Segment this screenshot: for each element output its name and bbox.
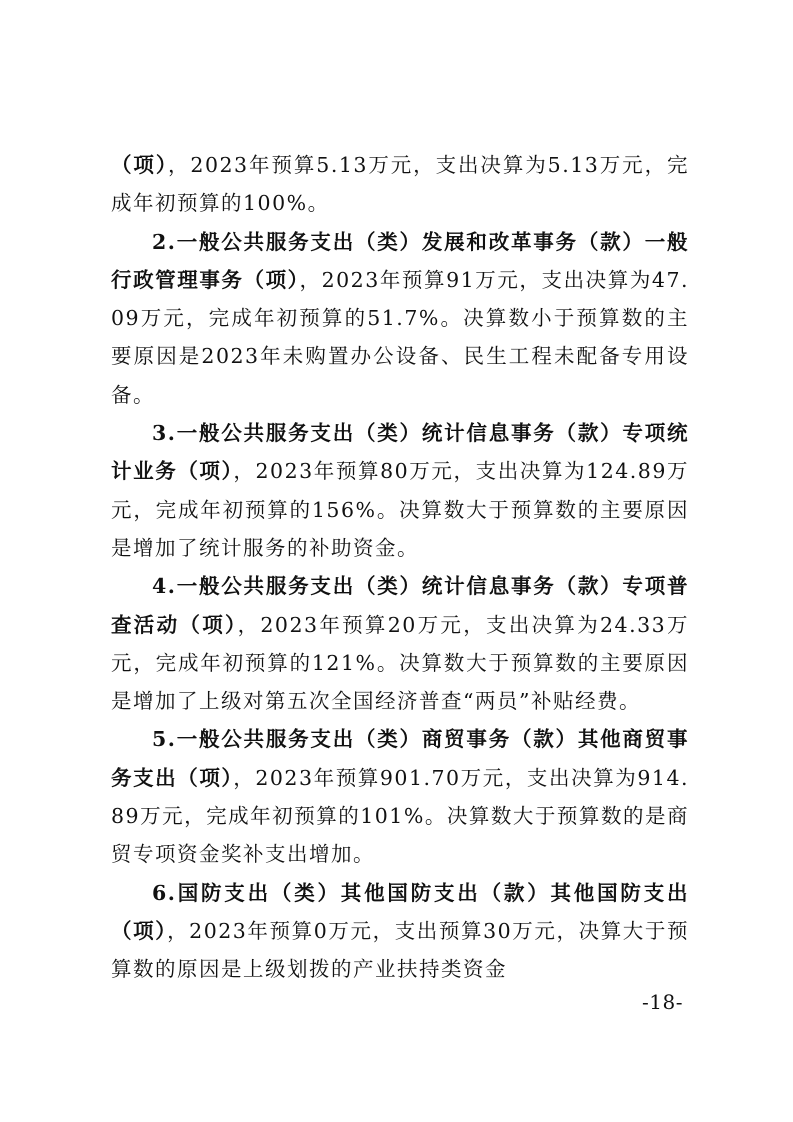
paragraph-6-body: ，2023年预算0万元，支出预算30万元，决算大于预算数的原因是上级划拨的产业扶持类资金 — [111, 918, 689, 982]
paragraph-6-heading: 6.国防支出（类）其他国防支出（款）其他国防支出（项） — [111, 880, 689, 943]
paragraph-2 — [111, 223, 689, 414]
paragraph-3 — [111, 414, 689, 567]
paragraph-3-body: ，2023年预算80万元，支出决算为124.89万元，完成年初预算的156%。决算数大于预算数的主要原因是增加了统计服务的补助资金。 — [111, 459, 689, 560]
page-number: -18- — [642, 990, 683, 1014]
paragraph-4-heading: 4.一般公共服务支出（类）统计信息事务（款）专项普查活动（项） — [111, 574, 689, 637]
paragraph-6 — [111, 874, 689, 989]
page-body — [111, 146, 689, 989]
paragraph-2-heading: 2.一般公共服务支出（类）发展和改革事务（款）一般行政管理事务（项） — [111, 229, 689, 292]
paragraph-4 — [111, 567, 689, 720]
paragraph-1-heading: （项） — [111, 153, 169, 177]
paragraph-1-continuation — [111, 146, 689, 223]
paragraph-5-heading: 5.一般公共服务支出（类）商贸事务（款）其他商贸事务支出（项） — [111, 727, 689, 790]
paragraph-5 — [111, 720, 689, 873]
paragraph-3-heading: 3.一般公共服务支出（类）统计信息事务（款）专项统计业务（项） — [111, 421, 689, 484]
paragraph-1-body: ，2023年预算5.13万元，支出决算为5.13万元，完成年初预算的100%。 — [111, 153, 690, 216]
paragraph-2-body: ，2023年预算91万元，支出决算为47.09万元，完成年初预算的51.7%。决算数小于预算数的主要原因是2023年未购置办公设备、民生工程未配备专用设备。 — [111, 267, 690, 407]
paragraph-4-body: ，2023年预算20万元，支出决算为24.33万元，完成年初预算的121%。决算数大于预算数的主要原因是增加了上级对第五次全国经济普查“两员”补贴经费。 — [111, 612, 690, 714]
paragraph-5-body: ，2023年预算901.70万元，支出决算为914.89万元，完成年初预算的101%。决算数大于预算数的是商贸专项资金奖补支出增加。 — [111, 765, 690, 867]
